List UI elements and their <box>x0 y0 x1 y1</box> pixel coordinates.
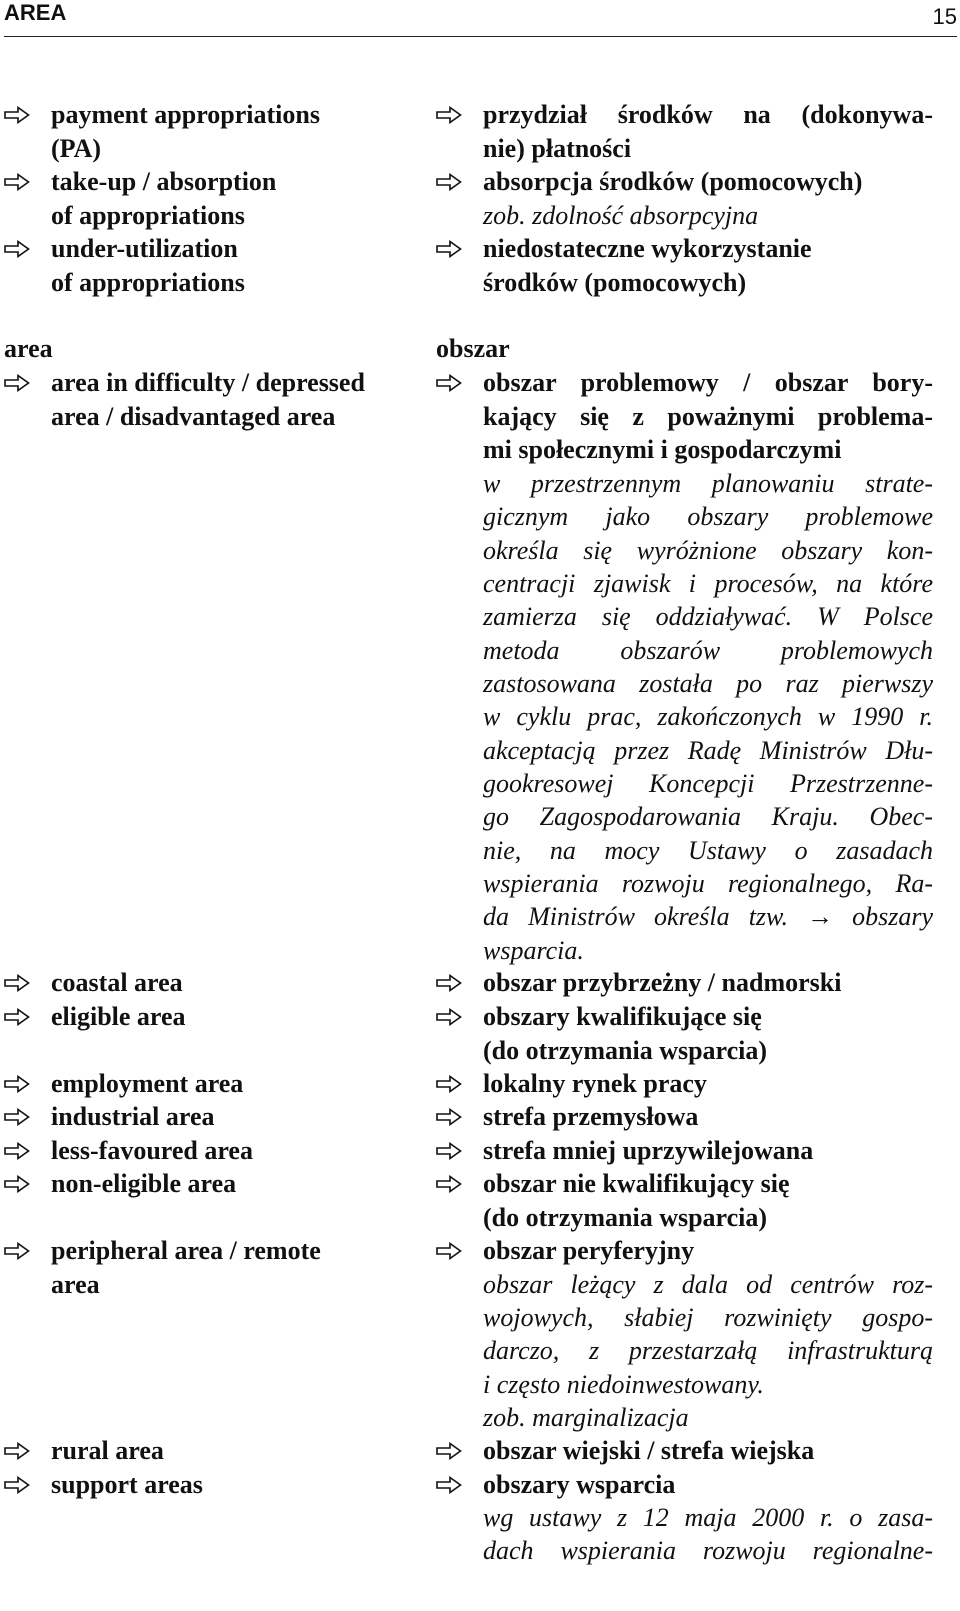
hollow-arrow-icon <box>436 1100 466 1134</box>
pl-entry-text: zastosowana została po raz pierwszy <box>483 669 933 698</box>
hollow-arrow-icon <box>436 1167 466 1201</box>
hollow-arrow-icon <box>436 1234 466 1268</box>
en-entry-text: less-favoured area <box>51 1136 253 1165</box>
running-head-title: AREA <box>4 0 67 25</box>
en-entry-text: rural area <box>51 1436 164 1465</box>
hollow-arrow-icon <box>436 1434 466 1468</box>
hollow-arrow-icon <box>4 1167 34 1201</box>
pl-entry-text: obszar <box>436 334 510 363</box>
en-entry-text: under-utilization <box>51 234 238 263</box>
hollow-arrow-icon <box>4 1134 34 1168</box>
hollow-arrow-icon <box>436 1468 466 1502</box>
pl-entry-text: obszar peryferyjny <box>483 1236 695 1265</box>
pl-entry-text: nie, na mocy Ustawy o zasadach <box>483 836 933 865</box>
en-entry-text: (PA) <box>51 134 102 163</box>
en-entry-text: area <box>51 1270 100 1299</box>
pl-entry-text: określa się wyróżnione obszary kon- <box>483 536 933 565</box>
pl-entry-text: absorpcja środków (pomocowych) <box>483 167 863 196</box>
hollow-arrow-icon <box>4 1468 34 1502</box>
pl-entry-text: wojowych, słabiej rozwinięty gospo- <box>483 1303 933 1332</box>
pl-entry-text: kający się z poważnymi problema- <box>483 402 933 431</box>
hollow-arrow-icon <box>4 966 34 1000</box>
en-entry-text: take-up / absorption <box>51 167 277 196</box>
hollow-arrow-icon <box>4 1234 34 1268</box>
pl-entry-text: przydział środków na (dokonywa- <box>483 100 933 129</box>
hollow-arrow-icon <box>436 165 466 199</box>
pl-entry-text: (do otrzymania wsparcia) <box>483 1036 768 1065</box>
pl-entry-text: obszar przybrzeżny / nadmorski <box>483 968 842 997</box>
en-entry-text: coastal area <box>51 968 183 997</box>
hollow-arrow-icon <box>4 232 34 266</box>
en-entry-text: support areas <box>51 1470 203 1499</box>
hollow-arrow-icon <box>4 165 34 199</box>
pl-entry-text: niedostateczne wykorzystanie <box>483 234 812 263</box>
pl-entry-text: obszar wiejski / strefa wiejska <box>483 1436 815 1465</box>
pl-entry-text: obszar leżący z dala od centrów roz- <box>483 1270 933 1299</box>
hollow-arrow-icon <box>436 1134 466 1168</box>
hollow-arrow-icon <box>436 1000 466 1034</box>
pl-entry-text: strefa przemysłowa <box>483 1102 699 1131</box>
pl-entry-text: dach wspierania rozwoju regionalne- <box>483 1536 933 1565</box>
pl-entry-text: wspierania rozwoju regionalnego, Ra- <box>483 869 933 898</box>
en-entry-text: of appropriations <box>51 268 245 297</box>
pl-entry-text: centracji zjawisk i procesów, na które <box>483 569 933 598</box>
hollow-arrow-icon <box>4 366 34 400</box>
en-entry-text: area / disadvantaged area <box>51 402 336 431</box>
pl-entry-text: wsparcia. <box>483 936 584 965</box>
pl-entry-text: metoda obszarów problemowych <box>483 636 933 665</box>
pl-entry-text: obszary kwalifikujące się <box>483 1002 762 1031</box>
en-entry-text: industrial area <box>51 1102 215 1131</box>
pl-entry-text: gookresowej Koncepcji Przestrzenne- <box>483 769 933 798</box>
hollow-arrow-icon <box>4 1067 34 1101</box>
en-entry-text: non-eligible area <box>51 1169 237 1198</box>
pl-entry-text: zob. zdolność absorpcyjna <box>483 201 759 230</box>
en-entry-text: area in difficulty / depressed <box>51 368 365 397</box>
en-entry-text: peripheral area / remote <box>51 1236 321 1265</box>
hollow-arrow-icon <box>436 366 466 400</box>
pl-entry-text: i często niedoinwestowany. <box>483 1370 764 1399</box>
pl-entry-text: da Ministrów określa tzw. → obszary <box>483 902 933 931</box>
en-entry-text: of appropriations <box>51 201 245 230</box>
pl-entry-text: mi społecznymi i gospodarczymi <box>483 435 842 464</box>
header-rule <box>4 36 957 37</box>
pl-entry-text: nie) płatności <box>483 134 632 163</box>
pl-entry-text: zob. marginalizacja <box>483 1403 689 1432</box>
pl-entry-text: w przestrzennym planowaniu strate- <box>483 469 933 498</box>
pl-entry-text: zamierza się oddziaływać. W Polsce <box>483 602 933 631</box>
en-entry-text: eligible area <box>51 1002 186 1031</box>
page-number: 15 <box>932 4 957 29</box>
hollow-arrow-icon <box>436 232 466 266</box>
hollow-arrow-icon <box>4 1434 34 1468</box>
hollow-arrow-icon <box>436 98 466 132</box>
hollow-arrow-icon <box>4 1000 34 1034</box>
hollow-arrow-icon <box>4 98 34 132</box>
pl-entry-text: obszar nie kwalifikujący się <box>483 1169 790 1198</box>
pl-entry-text: akceptacją przez Radę Ministrów Dłu- <box>483 736 933 765</box>
hollow-arrow-icon <box>4 1100 34 1134</box>
pl-entry-text: strefa mniej uprzywilejowana <box>483 1136 814 1165</box>
pl-entry-text: obszar problemowy / obszar bory- <box>483 368 933 397</box>
pl-entry-text: obszary wsparcia <box>483 1470 676 1499</box>
pl-entry-text: darczo, z przestarzałą infrastrukturą <box>483 1336 933 1365</box>
pl-entry-text: środków (pomocowych) <box>483 268 747 297</box>
en-entry-text: employment area <box>51 1069 244 1098</box>
pl-entry-text: gicznym jako obszary problemowe <box>483 502 933 531</box>
pl-entry-text: wg ustawy z 12 maja 2000 r. o zasa- <box>483 1503 933 1532</box>
en-entry-text: area <box>4 334 53 363</box>
pl-entry-text: go Zagospodarowania Kraju. Obec- <box>483 802 933 831</box>
en-entry-text: payment appropriations <box>51 100 320 129</box>
hollow-arrow-icon <box>436 966 466 1000</box>
hollow-arrow-icon <box>436 1067 466 1101</box>
pl-entry-text: w cyklu prac, zakończonych w 1990 r. <box>483 702 933 731</box>
pl-entry-text: lokalny rynek pracy <box>483 1069 707 1098</box>
pl-entry-text: (do otrzymania wsparcia) <box>483 1203 768 1232</box>
page-header <box>0 0 960 40</box>
